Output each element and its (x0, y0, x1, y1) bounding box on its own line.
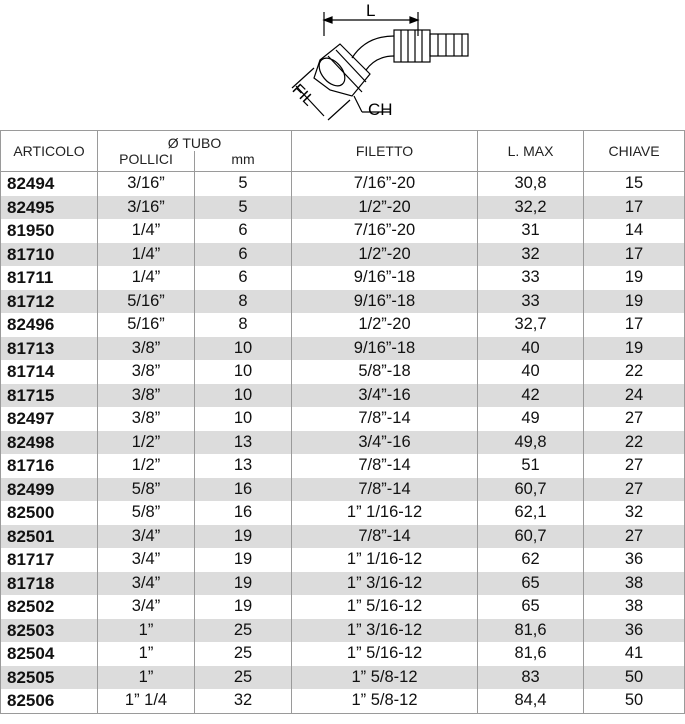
cell-chiave: 27 (584, 407, 685, 431)
table-body (1, 172, 685, 714)
table-row (1, 219, 685, 243)
table-row (1, 360, 685, 384)
cell-articolo: 82500 (1, 501, 98, 525)
drawing-label-ch: CH (368, 100, 393, 119)
table-row (1, 501, 685, 525)
cell-filetto: 7/8”-14 (292, 525, 478, 549)
cell-lmax: 60,7 (478, 478, 584, 502)
cell-lmax: 62,1 (478, 501, 584, 525)
cell-articolo: 82503 (1, 619, 98, 643)
cell-mm: 10 (195, 360, 292, 384)
cell-pollici: 3/8” (98, 384, 195, 408)
cell-mm: 32 (195, 689, 292, 713)
cell-articolo: 81711 (1, 266, 98, 290)
cell-lmax: 51 (478, 454, 584, 478)
table-row (1, 431, 685, 455)
cell-filetto: 1” 3/16-12 (292, 619, 478, 643)
cell-lmax: 40 (478, 360, 584, 384)
cell-filetto: 1” 5/8-12 (292, 666, 478, 690)
cell-mm: 10 (195, 337, 292, 361)
table-row (1, 642, 685, 666)
cell-articolo: 82505 (1, 666, 98, 690)
cell-pollici: 1” (98, 642, 195, 666)
cell-mm: 10 (195, 407, 292, 431)
cell-chiave: 32 (584, 501, 685, 525)
cell-filetto: 1/2”-20 (292, 313, 478, 337)
cell-chiave: 36 (584, 548, 685, 572)
cell-lmax: 84,4 (478, 689, 584, 713)
cell-pollici: 3/16” (98, 196, 195, 220)
cell-articolo: 82504 (1, 642, 98, 666)
table-row (1, 290, 685, 314)
cell-pollici: 3/4” (98, 572, 195, 596)
cell-mm: 6 (195, 266, 292, 290)
cell-articolo: 82498 (1, 431, 98, 455)
table-row (1, 454, 685, 478)
cell-mm: 19 (195, 572, 292, 596)
cell-lmax: 31 (478, 219, 584, 243)
cell-mm: 13 (195, 431, 292, 455)
cell-filetto: 1” 5/8-12 (292, 689, 478, 713)
cell-articolo: 81716 (1, 454, 98, 478)
cell-filetto: 7/8”-14 (292, 478, 478, 502)
cell-pollici: 3/4” (98, 595, 195, 619)
cell-pollici: 5/8” (98, 501, 195, 525)
cell-lmax: 32,7 (478, 313, 584, 337)
cell-lmax: 32 (478, 243, 584, 267)
product-table (0, 130, 685, 714)
cell-filetto: 5/8”-18 (292, 360, 478, 384)
table-row (1, 595, 685, 619)
cell-filetto: 7/16”-20 (292, 219, 478, 243)
cell-filetto: 7/8”-14 (292, 407, 478, 431)
cell-mm: 19 (195, 525, 292, 549)
cell-mm: 16 (195, 501, 292, 525)
cell-filetto: 1/2”-20 (292, 196, 478, 220)
cell-pollici: 1” (98, 619, 195, 643)
cell-filetto: 3/4”-16 (292, 384, 478, 408)
cell-filetto: 9/16”-18 (292, 290, 478, 314)
cell-lmax: 62 (478, 548, 584, 572)
cell-chiave: 27 (584, 454, 685, 478)
cell-lmax: 81,6 (478, 619, 584, 643)
header-articolo: ARTICOLO (1, 131, 98, 172)
fitting-drawing (270, 0, 490, 130)
cell-articolo: 82501 (1, 525, 98, 549)
cell-articolo: 81717 (1, 548, 98, 572)
header-mm: mm (195, 151, 292, 172)
cell-chiave: 15 (584, 172, 685, 196)
cell-articolo: 81712 (1, 290, 98, 314)
table-row (1, 337, 685, 361)
cell-pollici: 3/8” (98, 337, 195, 361)
cell-pollici: 3/4” (98, 525, 195, 549)
cell-chiave: 19 (584, 337, 685, 361)
cell-mm: 8 (195, 290, 292, 314)
drawing-label-l: L (366, 1, 376, 20)
cell-lmax: 60,7 (478, 525, 584, 549)
cell-filetto: 9/16”-18 (292, 337, 478, 361)
cell-lmax: 83 (478, 666, 584, 690)
cell-mm: 25 (195, 642, 292, 666)
cell-mm: 6 (195, 243, 292, 267)
cell-articolo: 81950 (1, 219, 98, 243)
table-header-row (1, 131, 685, 152)
cell-chiave: 14 (584, 219, 685, 243)
table-row (1, 478, 685, 502)
cell-chiave: 50 (584, 689, 685, 713)
cell-articolo: 82495 (1, 196, 98, 220)
cell-mm: 5 (195, 172, 292, 196)
cell-chiave: 17 (584, 313, 685, 337)
header-filetto: FILETTO (292, 131, 478, 172)
cell-chiave: 27 (584, 525, 685, 549)
cell-articolo: 82496 (1, 313, 98, 337)
cell-chiave: 41 (584, 642, 685, 666)
cell-articolo: 81713 (1, 337, 98, 361)
cell-lmax: 33 (478, 266, 584, 290)
drawing-label-fil: FIL (288, 81, 318, 110)
cell-filetto: 7/8”-14 (292, 454, 478, 478)
cell-chiave: 38 (584, 572, 685, 596)
cell-lmax: 33 (478, 290, 584, 314)
cell-lmax: 81,6 (478, 642, 584, 666)
cell-lmax: 42 (478, 384, 584, 408)
table-row (1, 525, 685, 549)
cell-pollici: 3/8” (98, 407, 195, 431)
cell-lmax: 49 (478, 407, 584, 431)
table-row (1, 666, 685, 690)
header-pollici: POLLICI (98, 151, 195, 172)
header-chiave: CHIAVE (584, 131, 685, 172)
cell-chiave: 19 (584, 266, 685, 290)
cell-pollici: 3/8” (98, 360, 195, 384)
cell-lmax: 30,8 (478, 172, 584, 196)
cell-pollici: 1/2” (98, 454, 195, 478)
cell-pollici: 1” (98, 666, 195, 690)
cell-pollici: 1/4” (98, 219, 195, 243)
cell-pollici: 1/4” (98, 266, 195, 290)
cell-lmax: 40 (478, 337, 584, 361)
cell-articolo: 82506 (1, 689, 98, 713)
cell-filetto: 1” 3/16-12 (292, 572, 478, 596)
table-row (1, 548, 685, 572)
cell-lmax: 65 (478, 595, 584, 619)
cell-lmax: 65 (478, 572, 584, 596)
cell-pollici: 1/2” (98, 431, 195, 455)
cell-filetto: 1” 5/16-12 (292, 642, 478, 666)
table-row (1, 619, 685, 643)
cell-articolo: 82499 (1, 478, 98, 502)
product-table-container (0, 130, 685, 714)
cell-chiave: 22 (584, 431, 685, 455)
cell-articolo: 82502 (1, 595, 98, 619)
cell-lmax: 32,2 (478, 196, 584, 220)
table-row (1, 407, 685, 431)
cell-mm: 25 (195, 619, 292, 643)
cell-chiave: 17 (584, 196, 685, 220)
cell-mm: 13 (195, 454, 292, 478)
cell-articolo: 81715 (1, 384, 98, 408)
cell-articolo: 81718 (1, 572, 98, 596)
cell-filetto: 3/4”-16 (292, 431, 478, 455)
table-row (1, 572, 685, 596)
cell-articolo: 81710 (1, 243, 98, 267)
cell-mm: 6 (195, 219, 292, 243)
cell-chiave: 36 (584, 619, 685, 643)
cell-pollici: 3/16” (98, 172, 195, 196)
cell-mm: 25 (195, 666, 292, 690)
cell-chiave: 24 (584, 384, 685, 408)
cell-filetto: 1” 1/16-12 (292, 548, 478, 572)
header-lmax: L. MAX (478, 131, 584, 172)
cell-mm: 5 (195, 196, 292, 220)
cell-filetto: 1” 1/16-12 (292, 501, 478, 525)
cell-chiave: 38 (584, 595, 685, 619)
cell-pollici: 5/16” (98, 313, 195, 337)
cell-filetto: 1/2”-20 (292, 243, 478, 267)
cell-mm: 19 (195, 548, 292, 572)
cell-articolo: 81714 (1, 360, 98, 384)
cell-mm: 8 (195, 313, 292, 337)
table-row (1, 266, 685, 290)
cell-mm: 10 (195, 384, 292, 408)
cell-pollici: 1/4” (98, 243, 195, 267)
table-row (1, 313, 685, 337)
table-row (1, 384, 685, 408)
cell-pollici: 5/16” (98, 290, 195, 314)
cell-pollici: 3/4” (98, 548, 195, 572)
cell-filetto: 9/16”-18 (292, 266, 478, 290)
table-row (1, 196, 685, 220)
table-row (1, 243, 685, 267)
cell-pollici: 1” 1/4 (98, 689, 195, 713)
cell-articolo: 82494 (1, 172, 98, 196)
table-row (1, 172, 685, 196)
cell-chiave: 22 (584, 360, 685, 384)
cell-mm: 16 (195, 478, 292, 502)
table-row (1, 689, 685, 713)
cell-chiave: 27 (584, 478, 685, 502)
cell-pollici: 5/8” (98, 478, 195, 502)
cell-filetto: 7/16”-20 (292, 172, 478, 196)
cell-articolo: 82497 (1, 407, 98, 431)
cell-filetto: 1” 5/16-12 (292, 595, 478, 619)
cell-chiave: 17 (584, 243, 685, 267)
cell-lmax: 49,8 (478, 431, 584, 455)
cell-mm: 19 (195, 595, 292, 619)
cell-chiave: 19 (584, 290, 685, 314)
cell-chiave: 50 (584, 666, 685, 690)
header-tubo: Ø TUBO (98, 131, 292, 152)
